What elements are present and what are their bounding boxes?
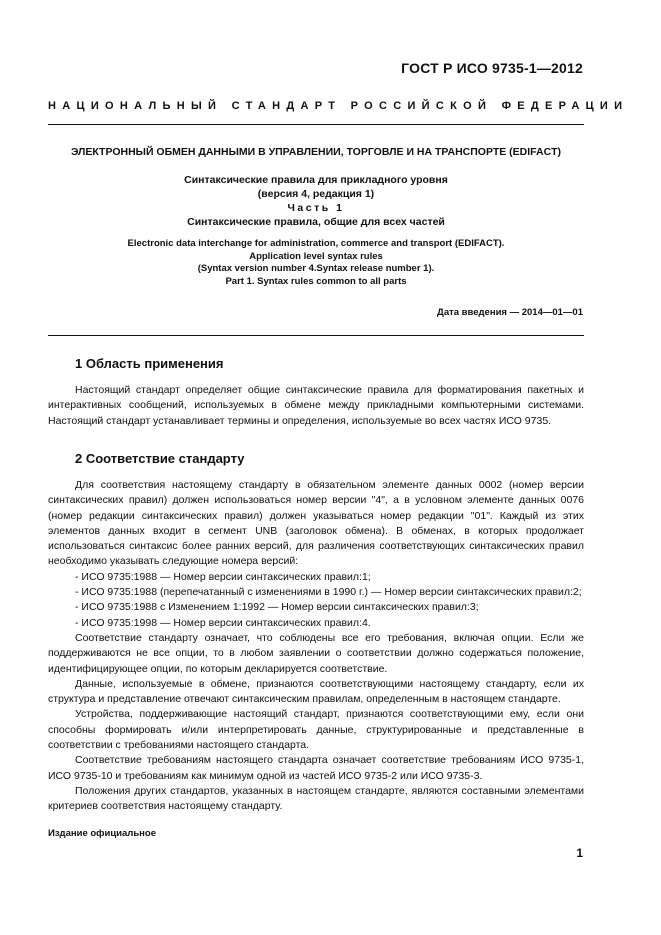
section-1-body — [48, 383, 584, 429]
document-title: ЭЛЕКТРОННЫЙ ОБМЕН ДАННЫМИ В УПРАВЛЕНИИ, ТОРГОВЛЕ И НА ТРАНСПОРТЕ (EDIFACT) — [70, 146, 562, 158]
paragraph: Положения других стандартов, указанных в настоящем стандарте, являются составными элементами критериев соответствия настоящему стандарту. — [48, 784, 584, 813]
russian-part-line: Часть 1 — [287, 202, 345, 214]
paragraph: Соответствие требованиям настоящего стандарта означает соответствие требованиям ИСО 9735-1, ИСО 9735-10 и требованиям как минимум одной из частей ИСО 9735-2 или ИСО 9735-3. — [48, 754, 584, 782]
section-1-heading: 1 Область применения — [75, 356, 224, 371]
russian-version-line: (версия 4, редакция 1) — [257, 188, 375, 200]
bottom-divider — [48, 335, 584, 336]
paragraph: Устройства, поддерживающие настоящий стандарт, признаются соответствующими ему, если они способны формировать и/или интерпретировать данные, структурированные и представленные в соответствии с требованиями настоящего стандарта. — [48, 708, 584, 752]
paragraph: Для соответствия настоящему стандарту в обязательном элементе данных 0002 (номер версии синтаксических правил) должен использоваться номер версии "4", а в условном элементе данных 0076 (номер редакции синтаксических правил) должен указываться номер редакции "01". Каждый из этих элементов данных входит в сегмент UNB (заголовок обмена). В обменах, в которых продолжает использоваться синтаксис более ранних версий, для различения соответствующих синтаксических правил необходимо указывать следующие номера версий: — [48, 479, 584, 568]
top-divider — [48, 124, 584, 125]
edition-note: Издание официальное — [48, 828, 156, 839]
section-2-body — [48, 478, 584, 815]
list-item: - ИСО 9735:1988 (перепечатанный с изменениями в 1990 г.) — Номер версии синтаксических правил:2; — [75, 586, 582, 599]
english-version-line: (Syntax version number 4.Syntax release number 1). — [197, 263, 435, 274]
russian-subtitle-line: Синтаксические правила для прикладного уровня — [184, 174, 448, 186]
english-title-line: Electronic data interchange for administration, commerce and transport (EDIFACT). — [127, 238, 505, 249]
list-item: - ИСО 9735:1998 — Номер версии синтаксических правил:4. — [75, 616, 371, 629]
paragraph: Настоящий стандарт определяет общие синтаксические правила для форматирования пакетных и интерактивных сообщений, используемых в обмене между прикладными компьютерными системами. Настоящий стандарт устанавливает термины и определения, используемые во всех частях ИСО 9735. — [48, 384, 584, 427]
list-item: - ИСО 9735:1988 с Изменением 1:1992 — Номер версии синтаксических правил:3; — [75, 601, 479, 614]
standard-number: ГОСТ Р ИСО 9735-1—2012 — [401, 60, 583, 76]
list-item: - ИСО 9735:1988 — Номер версии синтаксических правил:1; — [75, 570, 371, 583]
national-standard-line: НАЦИОНАЛЬНЫЙ СТАНДАРТ РОССИЙСКОЙ ФЕДЕРАЦИИ — [48, 100, 629, 112]
english-title-block — [48, 238, 584, 288]
russian-subtitle-block — [48, 173, 584, 229]
russian-part-title: Синтаксические правила, общие для всех частей — [187, 216, 445, 228]
introduction-date: Дата введения — 2014—01—01 — [437, 307, 583, 318]
paragraph: Данные, используемые в обмене, признаются соответствующими настоящему стандарту, если их структура и представление отвечают синтаксическим правилам, определенным в настоящем стандарте. — [48, 677, 584, 706]
section-2-heading: 2 Соответствие стандарту — [75, 451, 245, 466]
english-subtitle-line: Application level syntax rules — [249, 250, 383, 262]
page-number: 1 — [576, 846, 583, 860]
english-part-line: Part 1. Syntax rules common to all parts — [225, 275, 407, 287]
paragraph: Соответствие стандарту означает, что соблюдены все его требования, включая опции. Если же поддерживаются не все опции, то в любом заявлении о соответствии должно содержаться положение, идентифицирующее опции, по которым декларируется соответствие. — [48, 631, 584, 675]
